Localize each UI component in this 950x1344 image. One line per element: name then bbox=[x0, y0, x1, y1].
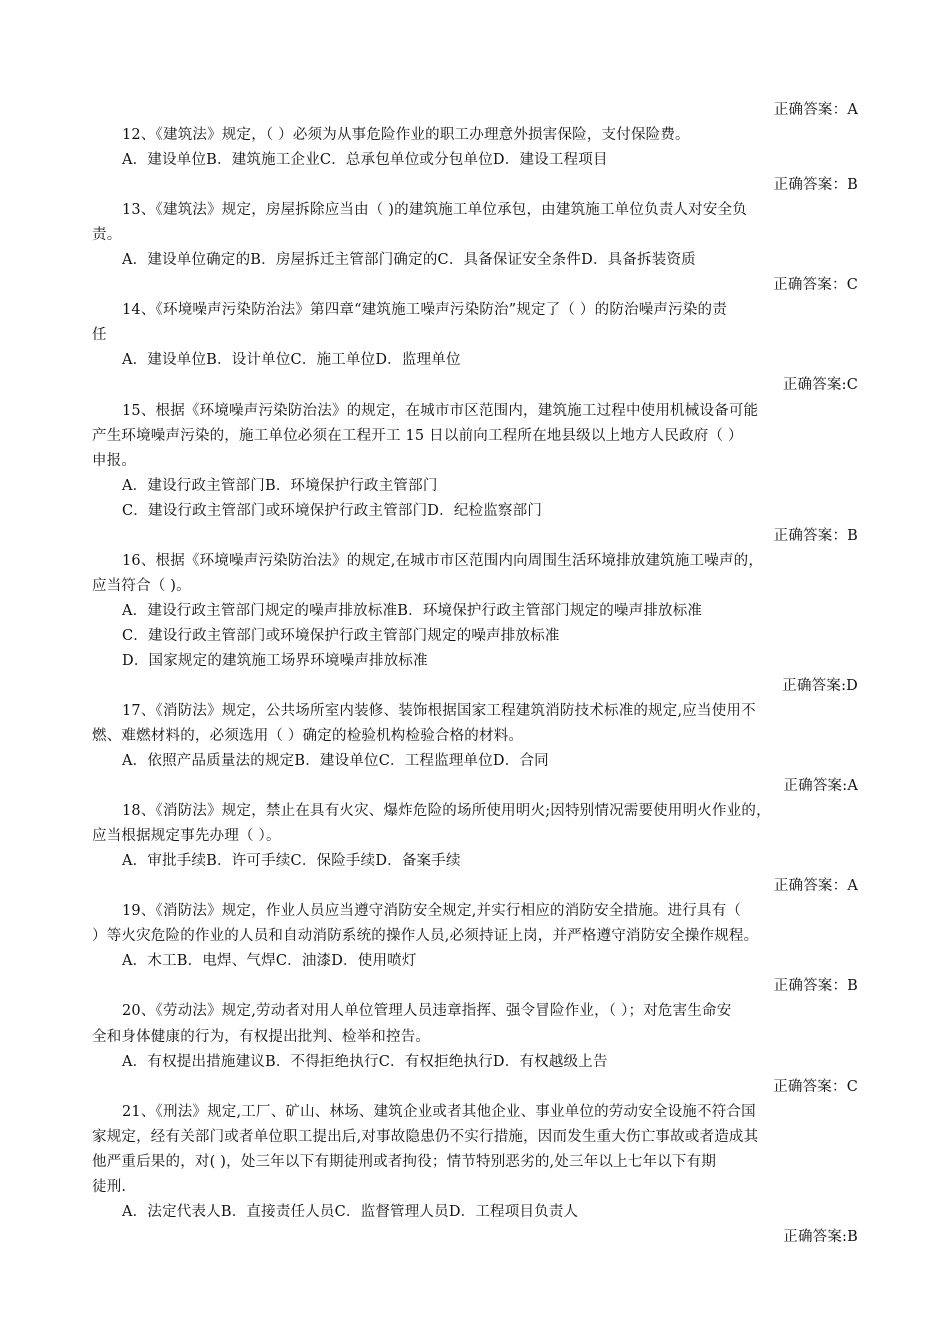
question-line: 16、根据《环境噪声污染防治法》的规定,在城市市区范围内向周围生活环境排放建筑施工噪声的， bbox=[122, 552, 764, 569]
answer-line: 正确答案：A bbox=[773, 878, 858, 895]
options-line: C．建设行政主管部门或环境保护行政主管部门规定的噪声排放标准 bbox=[122, 627, 560, 644]
options-line: A．建设单位B．建筑施工企业C．总承包单位或分包单位D．建设工程项目 bbox=[122, 152, 608, 169]
options-line: A．依照产品质量法的规定B．建设单位C．工程监理单位D．合同 bbox=[122, 753, 549, 769]
options-line: A．木工B．电焊、气焊C．油漆D．使用喷灯 bbox=[122, 953, 417, 970]
question-continuation: 产生环境噪声污染的，施工单位必须在工程开工 15 日以前向工程所在地县级以上地方人民政府（ ） bbox=[92, 427, 743, 444]
question-line: 13、《建筑法》规定，房屋拆除应当由（ )的建筑施工单位承包，由建筑施工单位负责人对安全负 bbox=[122, 202, 747, 219]
question-continuation: 家规定，经有关部门或者单位职工提出后,对事故隐患仍不实行措施，因而发生重大伤亡事故或者造成其 bbox=[92, 1128, 759, 1145]
question-line: 14、《环境噪声污染防治法》第四章“建筑施工噪声污染防治”规定了（ ）的防治噪声污染的责 bbox=[122, 302, 727, 319]
answer-line: 正确答案：B bbox=[773, 978, 858, 995]
question-continuation: 燃、难燃材料的，必须选用（ ）确定的检验机构检验合格的材料。 bbox=[92, 728, 524, 744]
question-line: 21、《刑法》规定,工厂、矿山、林场、建筑企业或者其他企业、事业单位的劳动安全设施不符合国 bbox=[122, 1103, 756, 1120]
options-line: A．审批手续B．许可手续C．保险手续D．备案手续 bbox=[122, 853, 461, 870]
answer-line: 正确答案：C bbox=[773, 1078, 858, 1095]
answer-line: 正确答案:D bbox=[782, 677, 858, 694]
answer-line: 正确答案:B bbox=[783, 1228, 858, 1245]
options-line: A．建设单位确定的B．房屋拆迁主管部门确定的C．具备保证安全条件D．具备拆装资质 bbox=[122, 252, 696, 269]
options-line: A．建设行政主管部门B．环境保护行政主管部门 bbox=[122, 477, 438, 494]
question-continuation: 应当符合（ )。 bbox=[92, 577, 191, 594]
question-line: 20、《劳动法》规定,劳动者对用人单位管理人员违章指挥、强令冒险作业，（ ）；对危害生命安 bbox=[122, 1003, 732, 1020]
answer-line: 正确答案：B bbox=[773, 527, 858, 544]
question-continuation: 他严重后果的，对( )，处三年以下有期徒刑或者拘役；情节特别恶劣的,处三年以上七年以下有期 bbox=[92, 1153, 717, 1170]
answer-line: 正确答案：A bbox=[773, 102, 858, 118]
question-line: 18、《消防法》规定，禁止在具有火灾、爆炸危险的场所使用明火;因特别情况需要使用明火作业的， bbox=[122, 803, 771, 820]
question-line: 12、《建筑法》规定，（ ）必须为从事危险作业的职工办理意外损害保险，支付保险费。 bbox=[122, 127, 690, 143]
options-line: A．有权提出措施建议B．不得拒绝执行C．有权拒绝执行D．有权越级上告 bbox=[122, 1053, 608, 1070]
answer-line: 正确答案:A bbox=[783, 778, 858, 795]
options-line: A．建设单位B．设计单位C．施工单位D．监理单位 bbox=[122, 352, 461, 369]
question-line: 17、《消防法》规定，公共场所室内装修、装饰根据国家工程建筑消防技术标准的规定,应当使用不 bbox=[122, 703, 756, 719]
question-continuation: ）等火灾危险的作业的人员和自动消防系统的操作人员,必须持证上岗，并严格遵守消防安全操作规程。 bbox=[92, 928, 759, 945]
answer-line: 正确答案：B bbox=[773, 177, 858, 194]
question-continuation: 应当根据规定事先办理（ ）。 bbox=[92, 828, 281, 845]
question-continuation: 任 bbox=[92, 327, 107, 344]
options-line: A．建设行政主管部门规定的噪声排放标准B．环境保护行政主管部门规定的噪声排放标准 bbox=[122, 602, 703, 619]
question-continuation: 责。 bbox=[92, 227, 122, 244]
question-continuation: 全和身体健康的行为，有权提出批判、检举和控告。 bbox=[92, 1028, 431, 1045]
question-continuation: 申报。 bbox=[92, 452, 137, 469]
question-continuation: 徒刑. bbox=[92, 1178, 127, 1195]
options-line: D．国家规定的建筑施工场界环境噪声排放标准 bbox=[122, 652, 428, 669]
question-line: 15、根据《环境噪声污染防治法》的规定，在城市市区范围内，建筑施工过程中使用机械设备可能 bbox=[122, 402, 759, 419]
question-line: 19、《消防法》规定，作业人员应当遵守消防安全规定,并实行相应的消防安全措施。进行具有（ bbox=[122, 903, 742, 920]
answer-line: 正确答案：C bbox=[773, 277, 858, 294]
answer-line: 正确答案:C bbox=[782, 377, 858, 394]
options-line: A．法定代表人B．直接责任人员C．监督管理人员D．工程项目负责人 bbox=[122, 1203, 579, 1220]
options-line: C．建设行政主管部门或环境保护行政主管部门D．纪检监察部门 bbox=[122, 502, 543, 519]
